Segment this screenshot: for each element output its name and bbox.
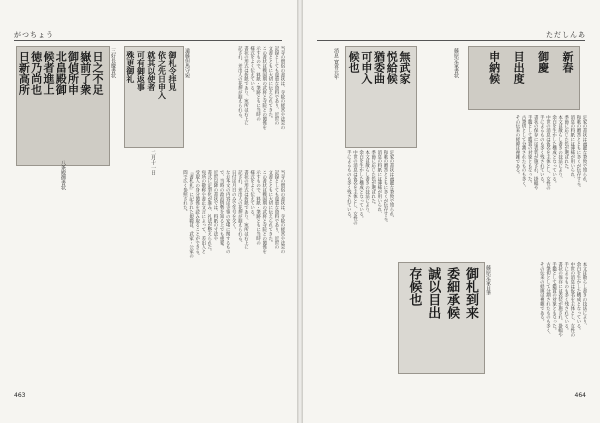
calligraphy-plate-3 [345,46,417,148]
calligraphy-line: 無武家 [398,51,411,84]
running-header: がつちょう [14,31,54,39]
text-column: 示すもので、料紙・筆跡ともに当時の [255,46,261,121]
text-column: で、当時の政治情勢を知る上でも重要。 [219,170,225,250]
text-column: 中世の消息は仮名を主体とし、女性の [352,150,358,225]
section-heading: 二月十一日 [150,150,156,175]
calligraphy-line: 徳乃尚也 [29,51,43,95]
text-column: 示すもので、料紙・筆跡ともに当時の [255,170,261,245]
text-column: その伝来の経緯は複雑である。 [539,262,545,324]
calligraphy-line: 悦給候 [385,51,399,84]
calligraphy-plate-2 [124,46,184,148]
text-column: 本文は散らし書きの技法により、 [364,150,370,216]
text-column: 近世以降の書状では、料紙の寸法や [212,170,218,241]
text-column: 季節に応じた色が選ばれた。 [563,115,569,173]
calligraphy-plate-5 [398,262,485,374]
running-header: ただしんあ [546,31,586,39]
text-column: 中世の消息は仮名を主体とし、女性の [569,262,575,337]
text-column: 記録としても貴重な資料であり、近世の [273,170,279,250]
text-column: 本文は散らし書きの技法により、 [557,115,563,181]
calligraphy-line: 御慶 [536,51,550,73]
text-column: 宛所の敬称や書止文言によって、差出人と [200,170,206,254]
calligraphy-plate-4 [468,46,580,110]
plate-caption: 藤原定家自筆 [485,265,491,295]
text-column: 受取人の身分関係を読み取ることができる。 [194,170,200,258]
text-column: 手鑑として鑑賞の対象ともなった。 [551,262,557,333]
right-page [303,0,600,423]
text-column: 書状の保存には表装が施され、掛幅や [557,262,563,337]
calligraphy-line: 新春 [561,51,574,73]
text-column: 当寺の僧侶の書状は、寺院の経営や法会の [280,46,285,130]
text-column: なお本文の内容は寺領の安堵に関するもの [225,170,231,254]
text-column: この書状は戦国期の武将と寺院との関係を [261,46,267,130]
calligraphy-line: 殊更御礼 [125,51,136,83]
text-column: 書状の保存には表装が施され、掛幅や [533,115,539,190]
text-column: 手によるものも多く残されている。 [563,262,569,333]
text-column: 古筆切として分割されたものも多く、 [521,115,527,190]
text-column: 手鑑として鑑賞の対象ともなった。 [527,115,533,186]
calligraphy-line: 日新高所 [17,51,31,95]
calligraphy-line: 猶委曲 [372,51,386,84]
text-column: その伝来の経緯は複雑である。 [514,115,520,177]
text-column: 定家の書状は流麗な筆致で知られ、 [582,115,587,186]
plate-caption: 三好長慶書状 [110,48,116,78]
calligraphy-line: 可有御返事 [136,51,147,91]
text-column: 中世の消息は仮名を主体とし、女性の [545,115,551,190]
plate-caption: 遠藤但馬守宛 [184,48,190,78]
calligraphy-line: 御札令拝見 [168,51,178,91]
text-column: 書状の形式は折紙であり、宛所は右上に [243,170,249,250]
text-column: 手によるものも多く残されている。 [539,115,545,186]
calligraphy-plate-1 [16,46,110,166]
text-column: 文書とともに大切に伝えられてきた。 [267,46,273,121]
text-column: 間で広く参照された。 [182,170,188,214]
text-column: 当寺の僧侶の書状は、寺院の経営や法会の [280,170,285,254]
text-column: 『書札礼』に記された規範は、武家・公家の [188,170,194,258]
text-column: 古筆切として分割されたものも多く、 [545,262,551,337]
body-text-left [317,150,393,395]
text-column: 手によるものも多く残されている。 [346,150,352,221]
text-column: 記され、差出人の花押が据えられる。 [237,46,243,121]
body-text-top [196,46,284,156]
text-column: 書状の形式は折紙であり、宛所は右上に [243,46,249,126]
text-column: 季節に応じた色が選ばれた。 [370,150,376,208]
text-column: 書式に定型化が進み、礼法が整えられた。 [206,170,212,254]
text-column: 様式をよく伝えている。 [249,170,255,219]
calligraphy-line: 依之先日申入 [157,51,168,99]
page-number: 464 [574,392,586,399]
text-column: 本文は散らし書きの技法により、 [582,262,587,328]
plate-caption: 藤原定家書状 [453,48,459,78]
body-text-top [421,115,586,255]
text-column: 消息の料紙には薄様が用いられ、 [569,115,575,181]
text-column: 様式をよく伝えている。 [249,46,255,95]
text-column: 和歌の贈答とともに多くが伝存する。 [382,150,388,225]
calligraphy-line: 可申入 [359,51,373,84]
calligraphy-line: 御偵所申 [66,51,80,95]
calligraphy-line: 誠以目出 [425,267,441,319]
header-rule [14,40,282,41]
calligraphy-line: 嶽前了衆 [78,51,92,95]
text-column: 和歌の贈答とともに多くが伝存する。 [575,115,581,190]
calligraphy-line: 存候也 [406,267,422,306]
calligraphy-line: 候者進上 [41,51,55,95]
page-number: 463 [14,392,26,399]
calligraphy-line: 委細承候 [444,267,460,319]
header-rule [317,40,585,41]
text-column: 記され、差出人の花押が据えられる。 [237,170,243,245]
text-column: 文書とともに大切に伝えられてきた。 [267,170,273,245]
text-column: この書状は戦国期の武将と寺院との関係を [261,170,267,254]
left-page [0,0,297,423]
body-text-columns [16,170,284,395]
calligraphy-line: 御札到来 [463,267,478,319]
body-text-right [493,262,586,392]
calligraphy-line: 北畠殿御 [54,51,68,95]
calligraphy-line: 候也 [347,51,361,73]
text-column: 余白を生かした構成となっている。 [575,262,581,333]
calligraphy-line: 就其以使者 [146,51,157,91]
text-column: 記録としても貴重な資料であり、近世の [273,46,279,126]
text-column: 定家の書状は流麗な筆致で知られ、 [389,150,394,221]
calligraphy-line: 目出度 [512,51,526,84]
calligraphy-line: 申納候 [487,51,501,84]
section-heading: 八条殿御書状 [60,160,66,190]
text-column: 消息の料紙には薄様が用いられ、 [376,150,382,216]
calligraphy-line: 日之不足 [91,51,104,95]
text-column: 余白を生かした構成となっている。 [358,150,364,221]
text-column: 日付は月日のみで年号を欠く。 [231,170,237,232]
plate-caption: 消息 寛喜元年 [333,48,339,80]
text-column: 余白を生かした構成となっている。 [551,115,557,186]
